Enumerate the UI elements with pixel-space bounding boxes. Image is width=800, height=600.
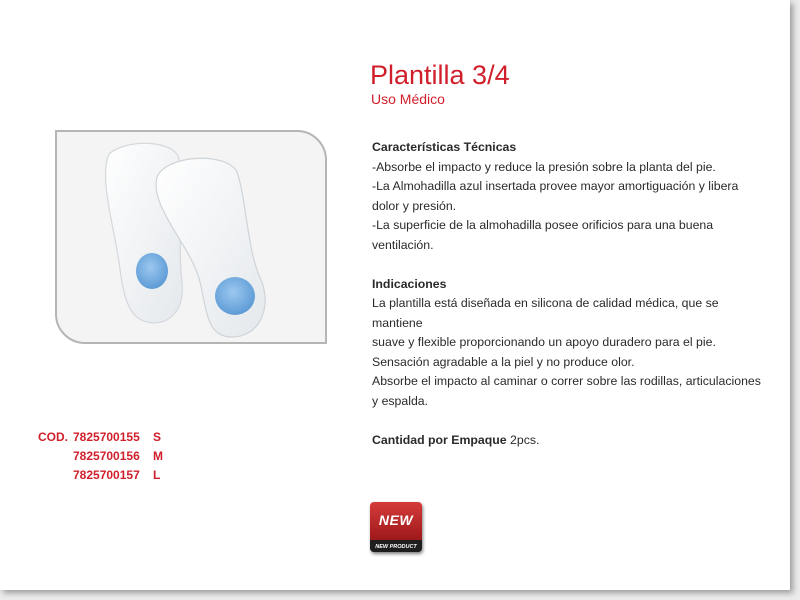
badge-subtext: NEW PRODUCT: [375, 544, 417, 550]
indications-line: Sensación agradable a la piel y no produce olor.: [372, 354, 635, 369]
specs-line: dolor y presión.: [372, 198, 457, 213]
insole-illustration: [57, 132, 325, 342]
spacer: [372, 255, 772, 275]
product-subtitle: Uso Médico: [371, 91, 445, 107]
new-product-badge: [370, 502, 422, 552]
product-photo: [55, 130, 327, 344]
code-prefix-empty: [38, 447, 73, 466]
product-title: Plantilla 3/4: [370, 60, 510, 90]
indications-line: suave y flexible proporcionando un apoyo duradero para el pie.: [372, 335, 716, 349]
specs-heading: Características Técnicas: [372, 140, 517, 154]
indications-line: La plantilla está diseñada en silicona de calidad médica, que se mantiene: [372, 296, 719, 330]
code-value: 7825700155: [73, 430, 140, 444]
code-row: [38, 428, 173, 447]
code-value: 7825700157: [73, 468, 140, 482]
gel-pad-left: [136, 253, 168, 289]
indications-heading: Indicaciones: [372, 276, 447, 291]
code-prefix-empty: [38, 466, 73, 485]
specs-line: -La superficie de la almohadilla posee orificios para una buena: [372, 218, 714, 232]
specs-line: -Absorbe el impacto y reduce la presión sobre la planta del pie.: [372, 159, 716, 174]
code-size: M: [153, 449, 163, 463]
specs-line: -La Almohadilla azul insertada provee mayor amortiguación y libera: [372, 179, 739, 193]
packaging-line: [372, 431, 772, 451]
product-description: [372, 138, 772, 450]
specs-line: ventilación.: [372, 237, 434, 252]
code-prefix: COD.: [38, 430, 68, 444]
code-value: 7825700156: [73, 449, 140, 463]
product-codes: [38, 428, 173, 485]
packaging-label: Cantidad por Empaque: [372, 432, 507, 447]
indications-line: Absorbe el impacto al caminar o correr sobre las rodillas, articulaciones: [372, 374, 761, 388]
code-row: [38, 466, 173, 485]
code-size: S: [153, 430, 162, 444]
code-size: L: [153, 468, 161, 482]
spacer: [372, 411, 772, 431]
code-row: [38, 447, 173, 466]
badge-new-text: NEW: [378, 512, 414, 528]
gel-pad-right: [215, 277, 255, 315]
indications-line: y espalda.: [372, 393, 429, 408]
packaging-value: 2pcs.: [510, 432, 540, 447]
